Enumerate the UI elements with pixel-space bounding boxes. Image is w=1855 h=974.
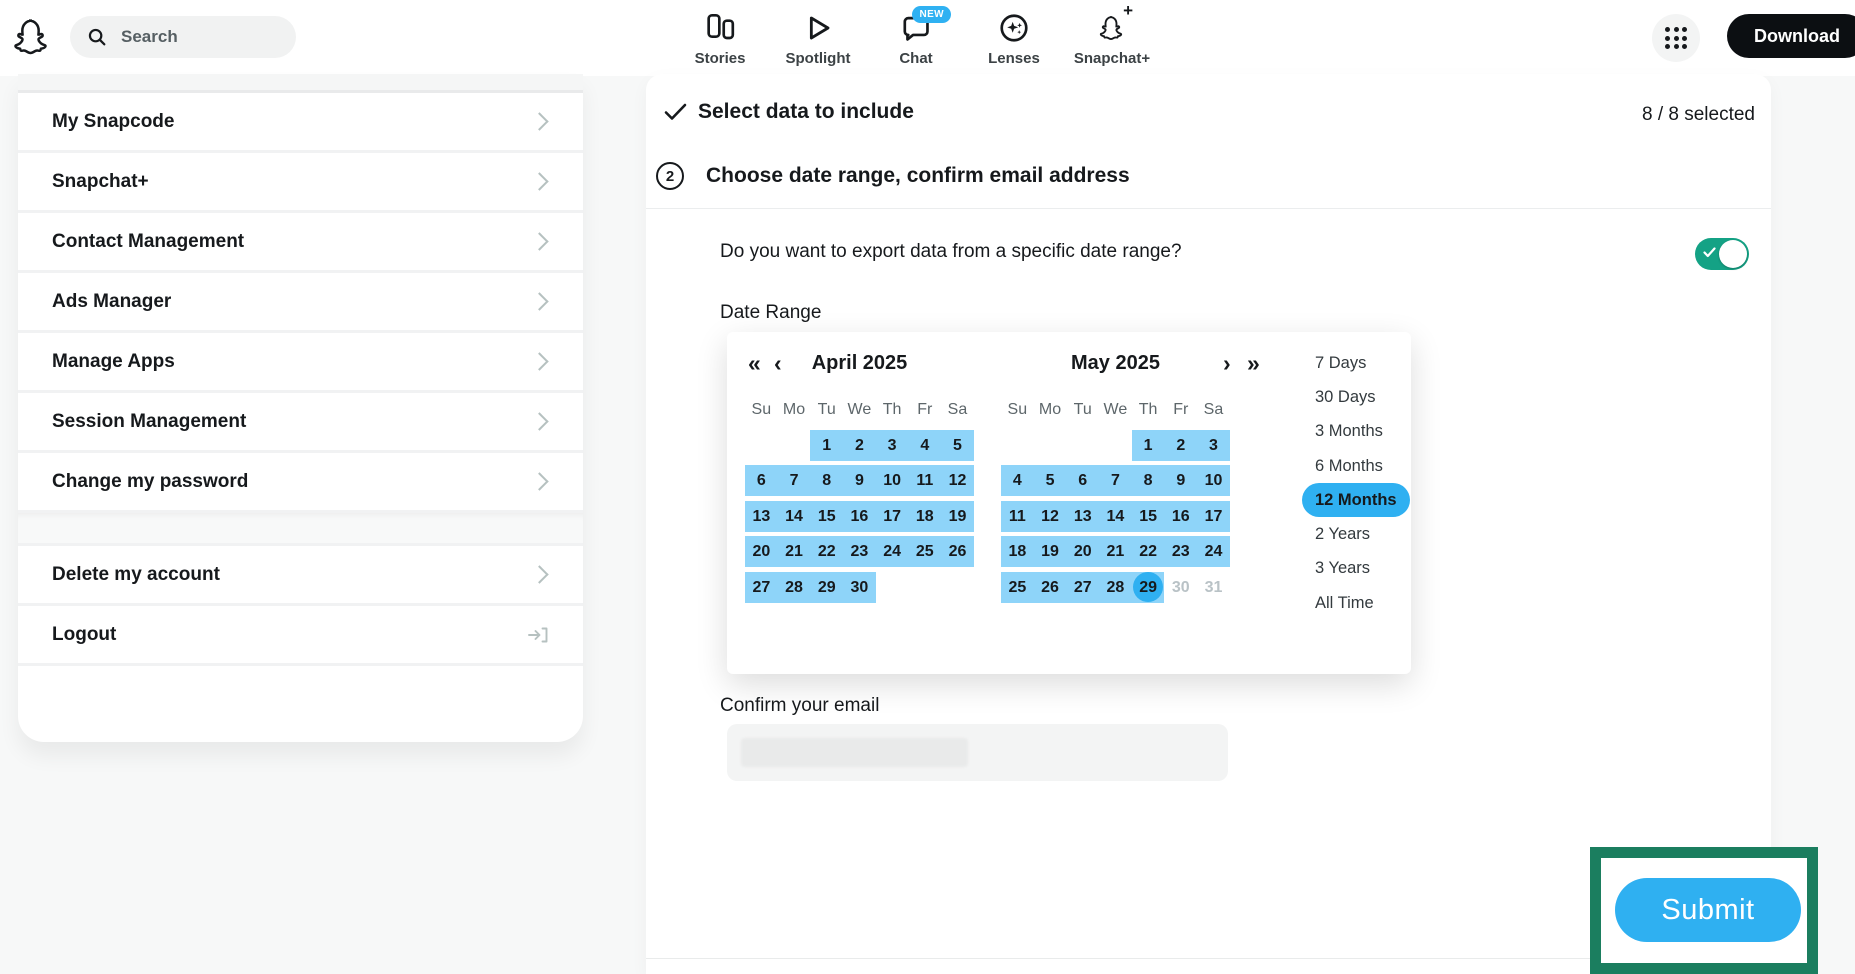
search-input[interactable]	[119, 26, 280, 48]
weekday-label: Mo	[1038, 401, 1062, 418]
sidebar-item-label: Session Management	[52, 410, 247, 432]
calendar-empty-cell	[1034, 430, 1067, 461]
prev-month-arrow-icon[interactable]: ‹	[774, 350, 782, 376]
sidebar-item-label: Change my password	[52, 470, 249, 492]
calendar-day-24[interactable]: 24	[876, 536, 909, 567]
nav-item-snapchat-plus[interactable]	[1063, 1, 1161, 67]
quick-range-all-time[interactable]: All Time	[1315, 593, 1374, 612]
sidebar-item-label: My Snapcode	[52, 110, 175, 132]
calendar-day-22[interactable]: 22	[1132, 536, 1165, 567]
calendar-day-13[interactable]: 13	[745, 501, 778, 532]
calendar-day-21[interactable]: 21	[1099, 536, 1132, 567]
sidebar-group-gap	[18, 513, 583, 546]
nav-label: Stories	[694, 50, 746, 67]
apps-grid-icon	[1665, 27, 1687, 49]
calendar-day-7[interactable]: 7	[778, 465, 811, 496]
calendar-day-16[interactable]: 16	[1164, 501, 1197, 532]
prev-year-arrow-icon[interactable]: «	[748, 350, 761, 376]
calendar-day-28[interactable]: 28	[1099, 572, 1132, 603]
sidebar-item-delete-my-account[interactable]	[18, 546, 583, 606]
calendar-day-19[interactable]: 19	[1034, 536, 1067, 567]
sidebar-item-my-snapcode[interactable]	[18, 93, 583, 153]
chevron-right-icon	[530, 352, 548, 370]
calendar-day-20[interactable]: 20	[745, 536, 778, 567]
sidebar-item-logout[interactable]	[18, 606, 583, 666]
calendar-day-17[interactable]: 17	[1197, 501, 1230, 532]
calendar-day-14[interactable]: 14	[1099, 501, 1132, 532]
next-month-arrow-icon[interactable]: ›	[1223, 350, 1231, 376]
calendar-day-20[interactable]: 20	[1066, 536, 1099, 567]
sidebar-item-label: Contact Management	[52, 230, 245, 252]
annotation-inner	[1601, 858, 1807, 963]
nav-label: Lenses	[988, 50, 1040, 67]
calendar-day-27[interactable]: 27	[745, 572, 778, 603]
calendar-day-15[interactable]: 15	[1132, 501, 1165, 532]
snapchat-logo-icon[interactable]	[12, 16, 52, 58]
selection-count: 8 / 8 selected	[1641, 104, 1755, 125]
date-range-question: Do you want to export data from a specific date range?	[720, 241, 1182, 262]
submit-button[interactable]: Submit	[1615, 878, 1801, 942]
weekday-label: Sa	[1203, 401, 1224, 418]
search-box[interactable]	[70, 16, 296, 58]
calendar-day-18[interactable]: 18	[1001, 536, 1034, 567]
calendar-day-11[interactable]: 11	[908, 465, 941, 496]
calendar-empty-cell	[876, 572, 909, 603]
top-navigation-bar	[0, 0, 1855, 76]
weekday-label: Fr	[917, 401, 933, 418]
calendar-day-15[interactable]: 15	[810, 501, 843, 532]
nav-label: Chat	[899, 50, 933, 67]
snapchat-plus-icon: +	[1097, 8, 1127, 48]
weekday-label: Sa	[947, 401, 968, 418]
calendar-day-28[interactable]: 28	[778, 572, 811, 603]
date-range-picker	[727, 332, 1411, 674]
step-complete-check-icon	[664, 102, 687, 127]
calendar-day-25[interactable]: 25	[1001, 572, 1034, 603]
quick-range-2-years[interactable]: 2 Years	[1315, 525, 1371, 544]
weekday-label: Su	[751, 401, 772, 418]
calendar-day-3[interactable]: 3	[876, 430, 909, 461]
calendar-day-1[interactable]: 1	[810, 430, 843, 461]
quick-range-12-months[interactable]: 12 Months	[1302, 483, 1410, 517]
calendar-day-30[interactable]: 30	[843, 572, 876, 603]
calendar-day-3[interactable]: 3	[1197, 430, 1230, 461]
calendar-day-8[interactable]: 8	[810, 465, 843, 496]
calendar-day-11[interactable]: 11	[1001, 501, 1034, 532]
selected-end-day: 29	[1133, 572, 1163, 602]
email-input[interactable]	[727, 724, 1228, 781]
logout-icon	[527, 625, 549, 645]
nav-item-chat[interactable]	[867, 8, 965, 67]
new-badge: NEW	[912, 6, 951, 23]
calendar-day-17[interactable]: 17	[876, 501, 909, 532]
calendar-day-5[interactable]: 5	[941, 430, 974, 461]
calendar-day-5[interactable]: 5	[1034, 465, 1067, 496]
nav-label: Snapchat+	[1073, 50, 1151, 67]
calendar-day-14[interactable]: 14	[778, 501, 811, 532]
sidebar-item-label: Snapchat+	[52, 170, 149, 192]
annotation-highlight-box	[1590, 847, 1818, 974]
sidebar-group-settings	[18, 93, 583, 513]
primary-nav	[671, 1, 1161, 67]
sidebar-item-label: Manage Apps	[52, 350, 175, 372]
download-button[interactable]: Download	[1727, 14, 1855, 58]
weekday-label: We	[847, 401, 872, 418]
weekday-label: Th	[882, 401, 902, 418]
calendar-day-25[interactable]: 25	[908, 536, 941, 567]
chevron-right-icon	[530, 172, 548, 190]
quick-range-3-years[interactable]: 3 Years	[1315, 559, 1371, 578]
nav-item-stories[interactable]	[671, 8, 769, 67]
chevron-right-icon	[530, 412, 548, 430]
sidebar-item-label: Delete my account	[52, 563, 220, 585]
sidebar-item-session-management[interactable]	[18, 393, 583, 453]
weekday-label: We	[1103, 401, 1128, 418]
calendar-day-7[interactable]: 7	[1099, 465, 1132, 496]
calendar-day-9[interactable]: 9	[843, 465, 876, 496]
weekday-label: Tu	[1073, 401, 1092, 418]
calendar-day-12[interactable]: 12	[1034, 501, 1067, 532]
quick-range-30-days[interactable]: 30 Days	[1315, 387, 1376, 406]
calendar-day-4[interactable]: 4	[908, 430, 941, 461]
spotlight-icon	[801, 8, 835, 48]
calendar-day-8[interactable]: 8	[1132, 465, 1165, 496]
nav-item-spotlight[interactable]	[769, 8, 867, 67]
calendar-month-may	[1001, 398, 1231, 607]
calendar-day-9[interactable]: 9	[1164, 465, 1197, 496]
weekday-label: Tu	[817, 401, 836, 418]
sidebar-item-manage-apps[interactable]	[18, 333, 583, 393]
calendar-empty-cell	[908, 572, 941, 603]
chevron-right-icon	[530, 565, 548, 583]
sidebar-item-ads-manager[interactable]	[18, 273, 583, 333]
month-title-left: April 2025	[811, 352, 908, 374]
section-divider	[646, 208, 1771, 209]
calendar-day-6[interactable]: 6	[1066, 465, 1099, 496]
sidebar-item-label: Logout	[52, 623, 117, 645]
calendar-day-29[interactable]	[1132, 572, 1165, 603]
quick-range-3-months[interactable]: 3 Months	[1315, 422, 1383, 441]
calendar-empty-cell	[1066, 430, 1099, 461]
calendar-day-31[interactable]: 31	[1204, 578, 1223, 596]
sidebar-partial-row	[18, 74, 583, 93]
calendar-day-16[interactable]: 16	[843, 501, 876, 532]
sidebar-group-account	[18, 546, 583, 666]
calendar-day-23[interactable]: 23	[843, 536, 876, 567]
calendar-day-29[interactable]: 29	[810, 572, 843, 603]
sidebar-item-contact-management[interactable]	[18, 213, 583, 273]
calendar-day-12[interactable]: 12	[941, 465, 974, 496]
weekday-label: Fr	[1173, 401, 1189, 418]
calendar-empty-cell	[1099, 430, 1132, 461]
calendar-day-23[interactable]: 23	[1164, 536, 1197, 567]
calendar-day-26[interactable]: 26	[1034, 572, 1067, 603]
calendar-day-10[interactable]: 10	[1197, 465, 1230, 496]
calendar-day-4[interactable]: 4	[1001, 465, 1034, 496]
weekday-label: Mo	[782, 401, 806, 418]
calendar-empty-cell	[941, 572, 974, 603]
apps-grid-button[interactable]	[1652, 14, 1700, 62]
month-title-right: May 2025	[1071, 352, 1160, 374]
date-range-toggle[interactable]	[1695, 238, 1749, 270]
calendar-month-april	[745, 398, 975, 607]
calendar-day-26[interactable]: 26	[941, 536, 974, 567]
calendar-day-30[interactable]: 30	[1171, 578, 1190, 596]
my-data-export-panel	[646, 74, 1771, 974]
calendar-day-6[interactable]: 6	[745, 465, 778, 496]
quick-range-list	[1302, 346, 1410, 620]
calendar-empty-cell	[778, 430, 811, 461]
nav-item-lenses[interactable]	[965, 8, 1063, 67]
toggle-check-icon	[1703, 247, 1716, 258]
quick-range-7-days[interactable]: 7 Days	[1315, 353, 1367, 372]
calendar-empty-cell	[1001, 430, 1034, 461]
sidebar-item-label: Ads Manager	[52, 290, 172, 312]
chevron-right-icon	[530, 112, 548, 130]
weekday-label: Th	[1138, 401, 1158, 418]
toggle-knob	[1719, 240, 1747, 268]
step2-title: Choose date range, confirm email address	[706, 164, 1130, 187]
calendar-day-10[interactable]: 10	[876, 465, 909, 496]
calendar-day-1[interactable]: 1	[1132, 430, 1165, 461]
chevron-right-icon	[530, 232, 548, 250]
search-icon	[86, 26, 108, 48]
calendar-day-2[interactable]: 2	[1164, 430, 1197, 461]
redacted-email-value	[741, 738, 968, 767]
calendar-day-13[interactable]: 13	[1066, 501, 1099, 532]
weekday-label: Su	[1007, 401, 1028, 418]
nav-label: Spotlight	[785, 50, 851, 67]
calendar-day-2[interactable]: 2	[843, 430, 876, 461]
calendar-day-24[interactable]: 24	[1197, 536, 1230, 567]
lenses-icon	[997, 8, 1031, 48]
next-year-arrow-icon[interactable]: »	[1247, 350, 1260, 376]
calendar-day-21[interactable]: 21	[778, 536, 811, 567]
settings-sidebar	[18, 74, 583, 742]
date-range-label: Date Range	[720, 302, 822, 323]
calendar-day-27[interactable]: 27	[1066, 572, 1099, 603]
sidebar-item-snapchat[interactable]	[18, 153, 583, 213]
chevron-right-icon	[530, 292, 548, 310]
sidebar-item-change-my-password[interactable]	[18, 453, 583, 513]
calendar-day-19[interactable]: 19	[941, 501, 974, 532]
calendar-day-22[interactable]: 22	[810, 536, 843, 567]
step1-title: Select data to include	[698, 100, 914, 123]
stories-icon	[703, 8, 737, 48]
confirm-email-label: Confirm your email	[720, 695, 880, 716]
step2-number-badge: 2	[656, 162, 684, 190]
calendar-empty-cell	[745, 430, 778, 461]
calendar-day-18[interactable]: 18	[908, 501, 941, 532]
chevron-right-icon	[530, 472, 548, 490]
quick-range-6-months[interactable]: 6 Months	[1315, 456, 1383, 475]
